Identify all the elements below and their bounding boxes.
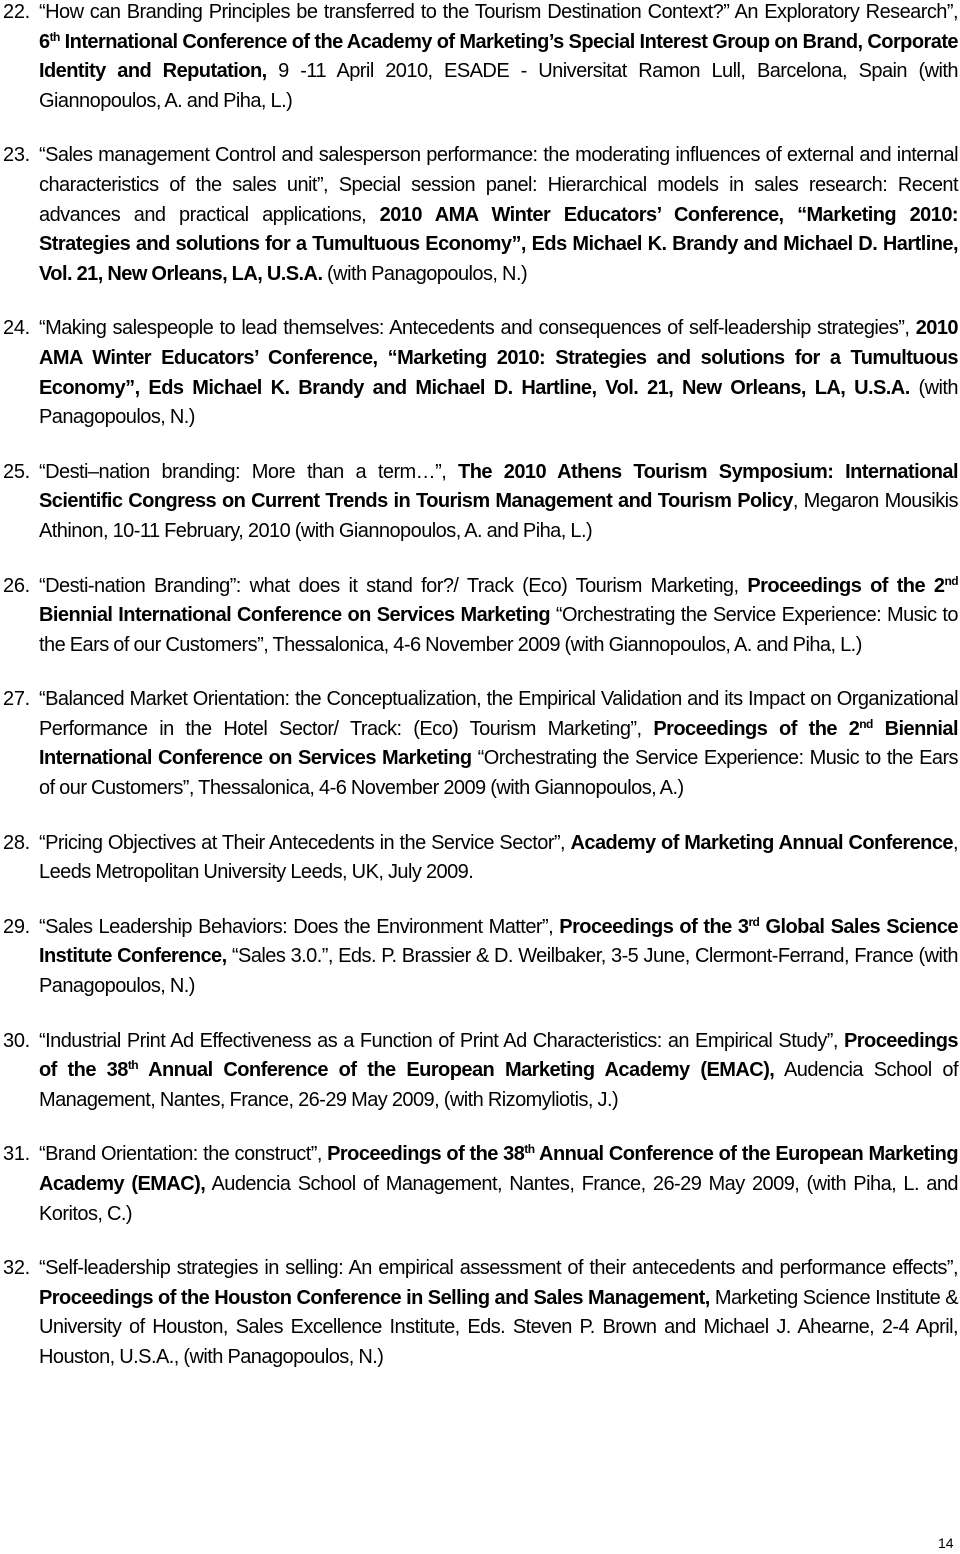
- entry-number: 29.: [3, 915, 30, 938]
- citation-text: “Sales Leadership Behaviors: Does the Environment Matter”,: [39, 915, 560, 938]
- citation-text: (with Panagopoulos, N.): [39, 376, 958, 429]
- entry-number: 25.: [3, 460, 30, 483]
- venue-text: Biennial International Conference on Services Marketing: [39, 604, 550, 627]
- publication-entry: [0, 913, 958, 1002]
- publication-entry: [0, 314, 958, 432]
- citation-text: “Self-leadership strategies in selling: An empirical assessment of their antecedents and performance effects”,: [39, 1257, 958, 1280]
- venue-text: 2010 AMA Winter Educators’ Conference, “Marketing 2010: Strategies and solutions for a Tumultuous Economy”, Eds Michael K. Brandy and Michael D. Hartline, Vol. 21, New Orleans, LA, U.S.A.: [39, 317, 958, 399]
- venue-text: Proceedings of the 2: [653, 717, 860, 740]
- venue-text: Proceedings of the 3: [559, 915, 749, 938]
- citation-text: “Desti-nation Branding”: what does it stand for?/ Track (Eco) Tourism Marketing,: [39, 574, 748, 597]
- entry-number: 28.: [3, 831, 30, 854]
- publication-entry: [0, 141, 958, 289]
- ordinal-suffix: nd: [859, 716, 873, 731]
- venue-text: 2010 AMA Winter Educators’ Conference, “Marketing 2010: Strategies and solutions for a Tumultuous Economy”, Eds Michael K. Brandy and Michael D. Hartline, Vol. 21, New Orleans, LA, U.S.A.: [39, 203, 958, 285]
- entry-number: 30.: [3, 1029, 30, 1052]
- citation-text: “Making salespeople to lead themselves: Antecedents and consequences of self-leadership strategies”,: [39, 317, 916, 340]
- entry-number: 27.: [3, 688, 30, 711]
- citation-text: , Megaron Mousikis Athinon, 10-11 February, 2010 (with Giannopoulos, A. and Piha, L.): [39, 490, 958, 542]
- page-number: 14: [938, 1535, 954, 1551]
- citation-text: “Desti–nation branding: More than a term…”,: [39, 460, 459, 483]
- citation-text: “Brand Orientation: the construct”,: [39, 1143, 328, 1166]
- ordinal-suffix: rd: [748, 914, 760, 929]
- venue-text: Global Sales Science Institute Conference,: [39, 915, 958, 968]
- citation-text: “Sales 3.0.”, Eds. P. Brassier & D. Weilbaker, 3-5 June, Clermont-Ferrand, France (with Panagopoulos, N.): [39, 945, 958, 998]
- citation-text: “Pricing Objectives at Their Antecedents in the Service Sector”,: [39, 831, 571, 854]
- ordinal-suffix: th: [524, 1142, 535, 1157]
- ordinal-suffix: nd: [944, 573, 958, 588]
- ordinal-suffix: th: [127, 1058, 139, 1073]
- entry-number: 31.: [3, 1143, 30, 1166]
- venue-text: Proceedings of the 38: [327, 1143, 525, 1166]
- citation-text: “Industrial Print Ad Effectiveness as a Function of Print Ad Characteristics: an Empirical Study”,: [39, 1029, 844, 1052]
- publication-entry: [0, 1140, 958, 1229]
- citation-text: , Leeds Metropolitan University Leeds, UK, July 2009.: [39, 831, 958, 884]
- citation-text: “Orchestrating the Service Experience: Music to the Ears of our Customers”, Thessalonica, 4-6 November 2009 (with Giannopoulos, A.): [39, 747, 959, 800]
- venue-text: 6: [39, 30, 50, 53]
- venue-text: Proceedings of the 38: [39, 1029, 958, 1082]
- citation-text: “Orchestrating the Service Experience: Music to the Ears of our Customers”, Thessalonica, 4-6 November 2009 (with Giannopoulos, A. and Piha, L.): [39, 604, 958, 656]
- venue-text: Proceedings of the Houston Conference in Selling and Sales Management,: [39, 1286, 710, 1309]
- publication-entry: [0, 829, 958, 888]
- venue-text: Proceedings of the 2: [747, 574, 945, 597]
- ordinal-suffix: th: [49, 29, 60, 44]
- citation-text: “How can Branding Principles be transferred to the Tourism Destination Context?” An Exploratory Research”,: [39, 1, 958, 23]
- venue-text: The 2010 Athens Tourism Symposium: International Scientific Congress on Current Trends in Tourism Management and Tourism Policy: [39, 460, 958, 513]
- venue-text: International Conference of the Academy of Marketing’s Special Interest Group on Brand, Corporate Identity and Reputation,: [39, 30, 958, 83]
- entry-number: 23.: [3, 144, 30, 167]
- venue-text: Annual Conference of the European Marketing Academy (EMAC),: [39, 1143, 958, 1195]
- publication-entry: [0, 1027, 958, 1116]
- publication-entry: [0, 458, 958, 547]
- publication-entry: [0, 1254, 958, 1372]
- citation-text: Audencia School of Management, Nantes, France, 26-29 May 2009, (with Piha, L. and Koritos, C.): [39, 1173, 959, 1225]
- citation-text: “Sales management Control and salesperson performance: the moderating influences of external and internal characteristics of the sales unit”, Special session panel: Hierarchical models in sales research: Recent advances and practical applications,: [39, 144, 958, 226]
- citation-text: Audencia School of Management, Nantes, France, 26-29 May 2009, (with Rizomyliotis, J.): [39, 1059, 958, 1111]
- citation-text: 9 -11 April 2010, ESADE - Universitat Ramon Lull, Barcelona, Spain (with Giannopoulos, A. and Piha, L.): [39, 60, 958, 112]
- publication-entry: [0, 0, 958, 116]
- citation-text: Marketing Science Institute & University of Houston, Sales Excellence Institute, Eds. Steven P. Brown and Michael J. Ahearne, 2-4 April, Houston, U.S.A., (with Panagopoulos, N.): [39, 1286, 958, 1368]
- entry-number: 24.: [3, 317, 30, 340]
- citation-text: “Balanced Market Orientation: the Conceptualization, the Empirical Validation and its Impact on Organizational Performance in the Hotel Sector/ Track: (Eco) Tourism Marketing”,: [39, 688, 958, 740]
- entry-number: 26.: [3, 574, 30, 597]
- venue-text: Biennial International Conference on Services Marketing: [39, 717, 958, 770]
- venue-text: Academy of Marketing Annual Conference: [570, 831, 953, 854]
- publication-entry: [0, 685, 958, 803]
- entry-number: 22.: [3, 1, 30, 23]
- citation-text: (with Panagopoulos, N.): [322, 262, 528, 285]
- entry-number: 32.: [3, 1257, 30, 1280]
- venue-text: Annual Conference of the European Marketing Academy (EMAC),: [138, 1059, 775, 1082]
- publication-entry: [0, 572, 958, 661]
